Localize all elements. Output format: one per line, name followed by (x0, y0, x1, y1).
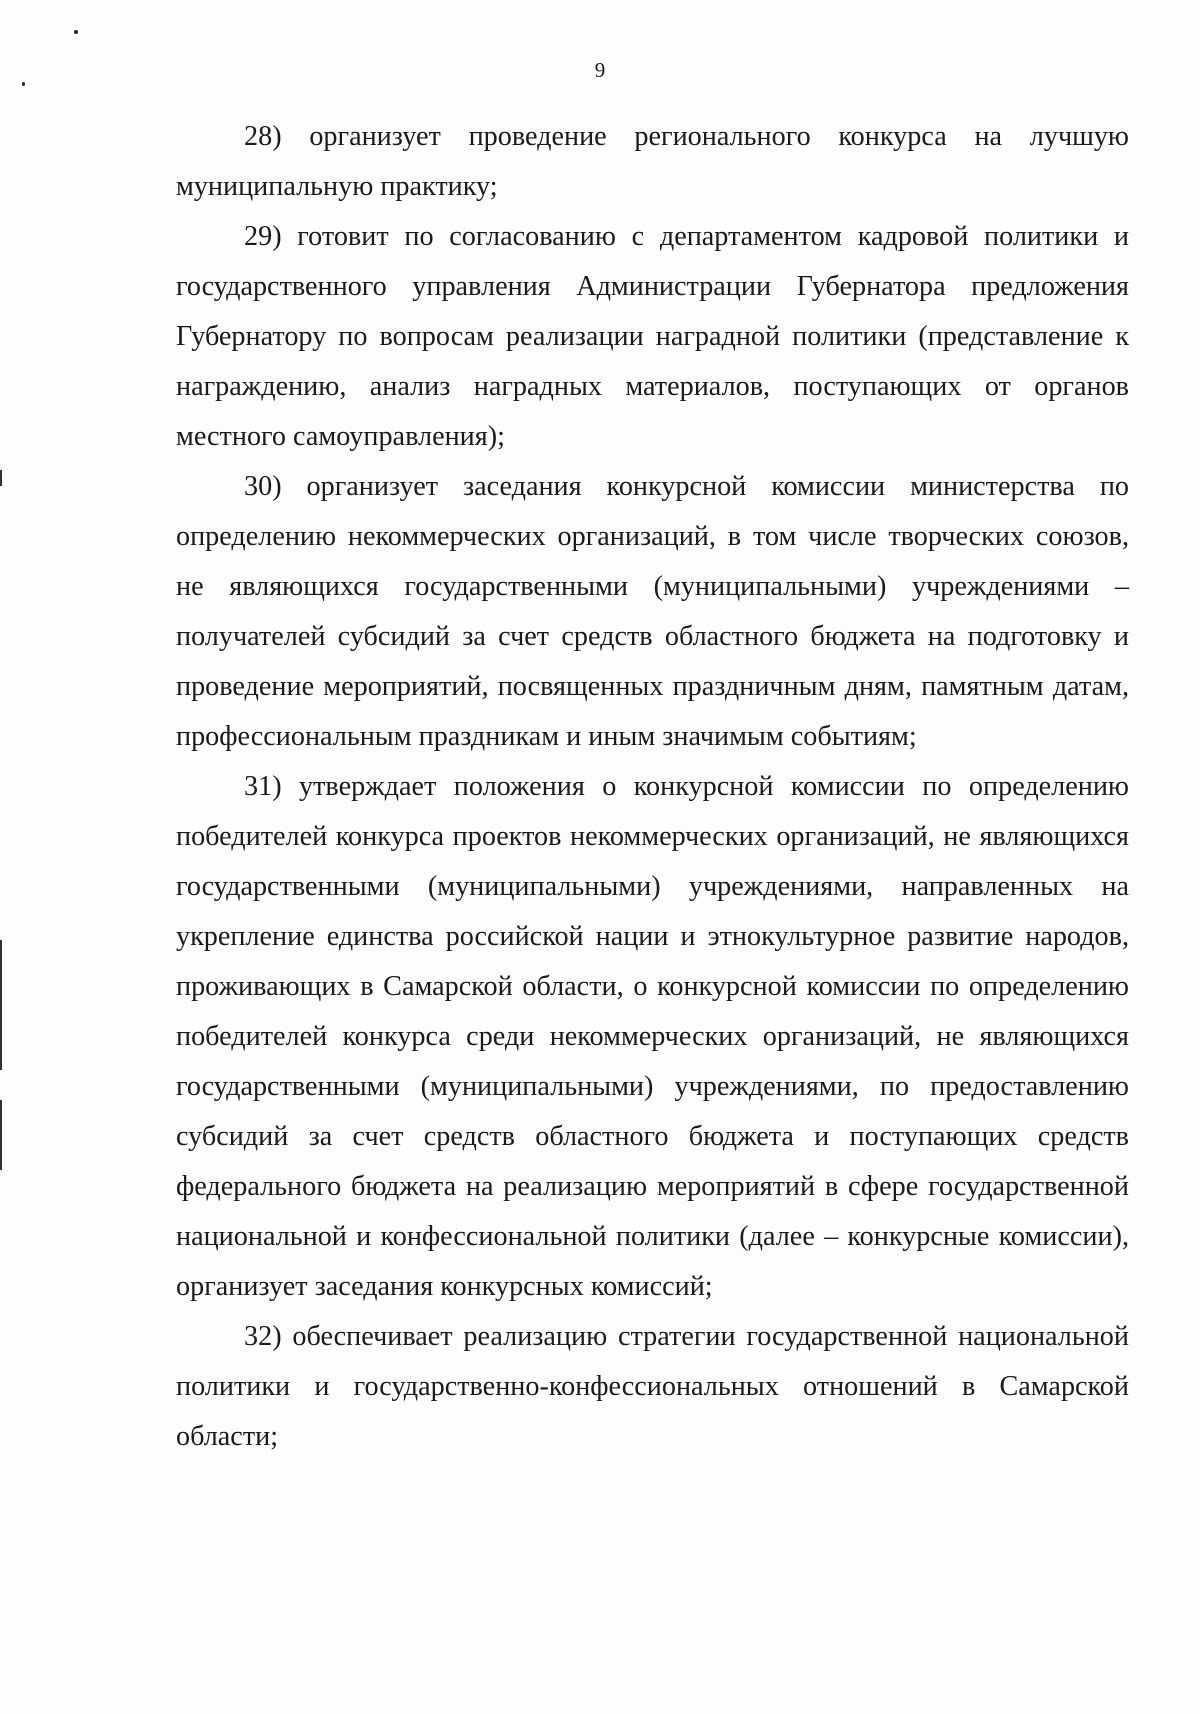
paragraph-29: 29) готовит по согласованию с департаментом кадровой политики и государственного управления Администрации Губернатора предложения Губернатору по вопросам реализации наградной политики (представление к награждению, анализ наградных материалов, поступающих от органов местного самоуправления); (176, 221, 1129, 452)
paragraph-28: 28) организует проведение регионального конкурса на лучшую муниципальную практику; (176, 121, 1129, 202)
paragraph-30: 30) организует заседания конкурсной комиссии министерства по определению некоммерческих организаций, в том числе творческих союзов, не являющихся государственными (муниципальными) учреждениями – получателей субсидий за счет средств областного бюджета на подготовку и проведение мероприятий, посвященных праздничным дням, памятным датам, профессиональным праздникам и иным значимым событиям; (176, 471, 1129, 752)
page-number: 9 (594, 58, 606, 82)
scan-edge-mark (0, 940, 2, 1070)
paragraph-32: 32) обеспечивает реализацию стратегии государственной национальной политики и государственно-конфессиональных отношений в Самарской области; (176, 1321, 1129, 1452)
scan-speck (74, 30, 78, 34)
document-body (176, 112, 1129, 1462)
scan-edge-mark (0, 470, 2, 486)
scan-edge-mark (0, 1100, 2, 1170)
paragraph-31: 31) утверждает положения о конкурсной комиссии по определению победителей конкурса проектов некоммерческих организаций, не являющихся государственными (муниципальными) учреждениями, направленных на укрепление единства российской нации и этнокультурное развитие народов, проживающих в Самарской области, о конкурсной комиссии по определению победителей конкурса среди некоммерческих организаций, не являющихся государственными (муниципальными) учреждениями, по предоставлению субсидий за счет средств областного бюджета и поступающих средств федерального бюджета на реализацию мероприятий в сфере государственной национальной и конфессиональной политики (далее – конкурсные комиссии), организует заседания конкурсных комиссий; (176, 771, 1129, 1302)
